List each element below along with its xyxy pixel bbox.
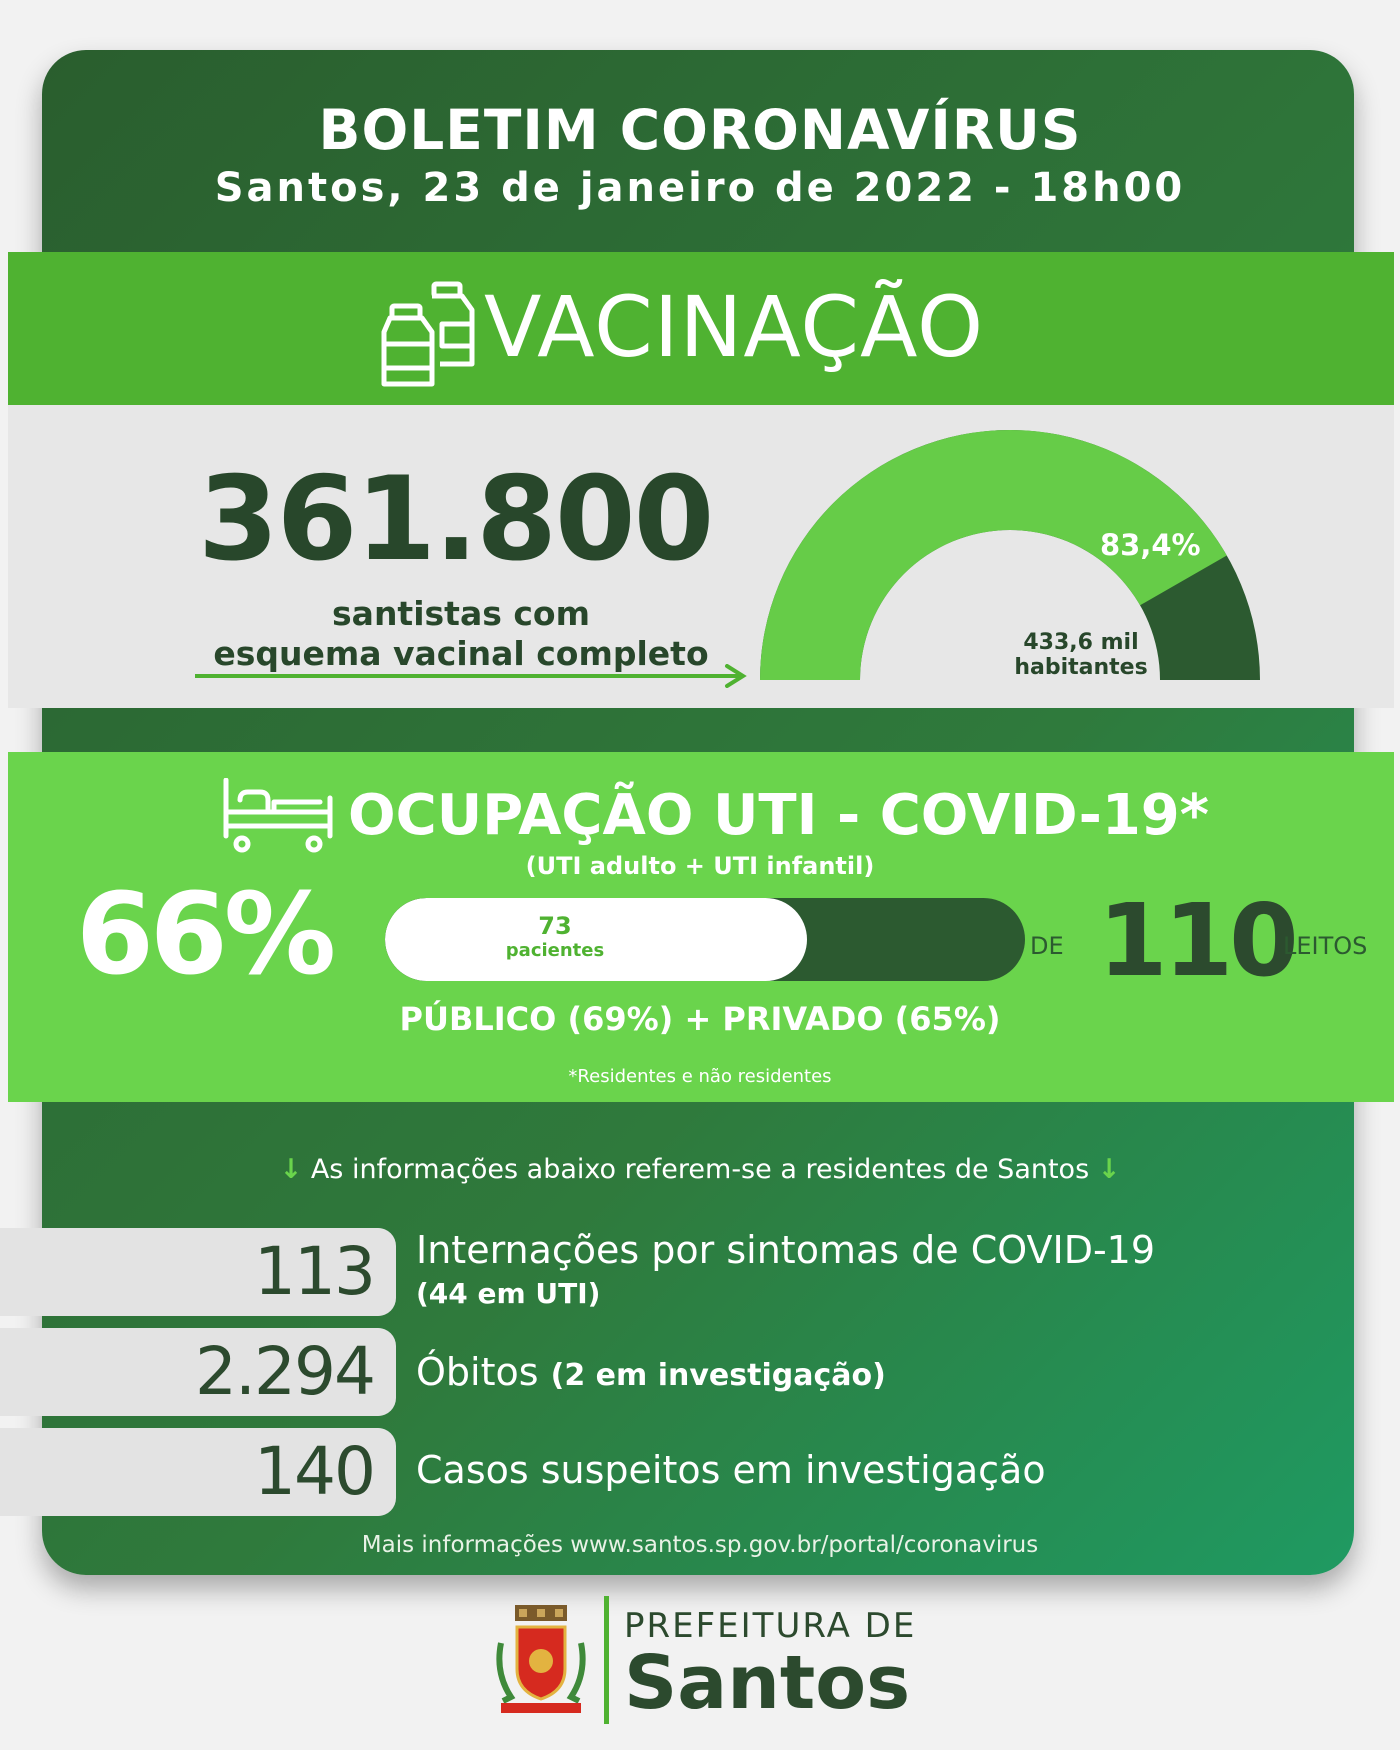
hospitalizations-label-block: [416, 1228, 1155, 1316]
fully-vaccinated-description: [186, 594, 736, 674]
prefeitura-label: PREFEITURA DE: [624, 1606, 917, 1646]
icu-subtitle: (UTI adulto + UTI infantil): [525, 852, 875, 880]
fully-vaccinated-count: 361.800: [198, 452, 713, 587]
logo-divider: [604, 1596, 609, 1724]
more-info-link[interactable]: Mais informações www.santos.sp.gov.br/portal/coronavirus: [361, 1532, 1039, 1558]
suspected-cases-count: 140: [254, 1433, 374, 1510]
hospital-bed-icon: [222, 778, 338, 854]
vaccine-vials-icon: [380, 280, 480, 390]
deaths-label-block: [416, 1350, 886, 1394]
bulletin-title: BOLETIM CORONAVÍRUS: [318, 98, 1082, 162]
population-line-1: 433,6 mil: [1023, 630, 1139, 655]
bulletin-date: Santos, 23 de janeiro de 2022 - 18h00: [214, 165, 1186, 211]
icu-title: OCUPAÇÃO UTI - COVID-19*: [348, 783, 1210, 848]
gauge-percent-label: 83,4%: [1100, 528, 1201, 562]
hospitalizations-label: Internações por sintomas de COVID-19: [416, 1228, 1156, 1272]
of-label: DE: [1030, 932, 1064, 960]
icu-occupancy-percent: 66%: [76, 870, 333, 1000]
stat-value-box: [0, 1428, 396, 1516]
deaths-count: 2.294: [195, 1333, 374, 1410]
total-beds: 110: [1098, 882, 1295, 999]
residents-note: [0, 1154, 1400, 1185]
stat-value-box: [0, 1328, 396, 1416]
population-line-2: habitantes: [1014, 655, 1148, 680]
icu-footnote: *Residentes e não residentes: [568, 1066, 832, 1087]
patients-count: 73: [538, 912, 572, 940]
public-private-breakdown: PÚBLICO (69%) + PRIVADO (65%): [399, 1000, 1001, 1038]
santos-coat-of-arms-icon: [493, 1603, 589, 1717]
arrow-right-icon: [195, 664, 755, 688]
hospitalizations-count: 113: [254, 1233, 374, 1310]
santos-label: Santos: [624, 1640, 911, 1726]
description-line-1: santistas com: [332, 594, 590, 633]
vaccination-title: VACINAÇÃO: [484, 278, 985, 376]
population-label: [996, 630, 1166, 680]
deaths-detail: (2 em investigação): [550, 1358, 886, 1393]
description-line-2: esquema vacinal completo: [213, 634, 709, 673]
patients-label: pacientes: [505, 940, 605, 961]
occupancy-bar: [385, 898, 1025, 981]
residents-note-text: As informações abaixo referem-se a residentes de Santos: [310, 1154, 1090, 1185]
deaths-label: Óbitos: [416, 1350, 539, 1394]
arrow-down-icon: ↓: [279, 1154, 303, 1185]
suspected-cases-label: Casos suspeitos em investigação: [416, 1448, 1046, 1492]
arrow-down-icon: ↓: [1097, 1154, 1121, 1185]
hospitalizations-icu-detail: (44 em UTI): [416, 1277, 601, 1310]
stat-value-box: [0, 1228, 396, 1316]
beds-label: LEITOS: [1283, 932, 1368, 960]
